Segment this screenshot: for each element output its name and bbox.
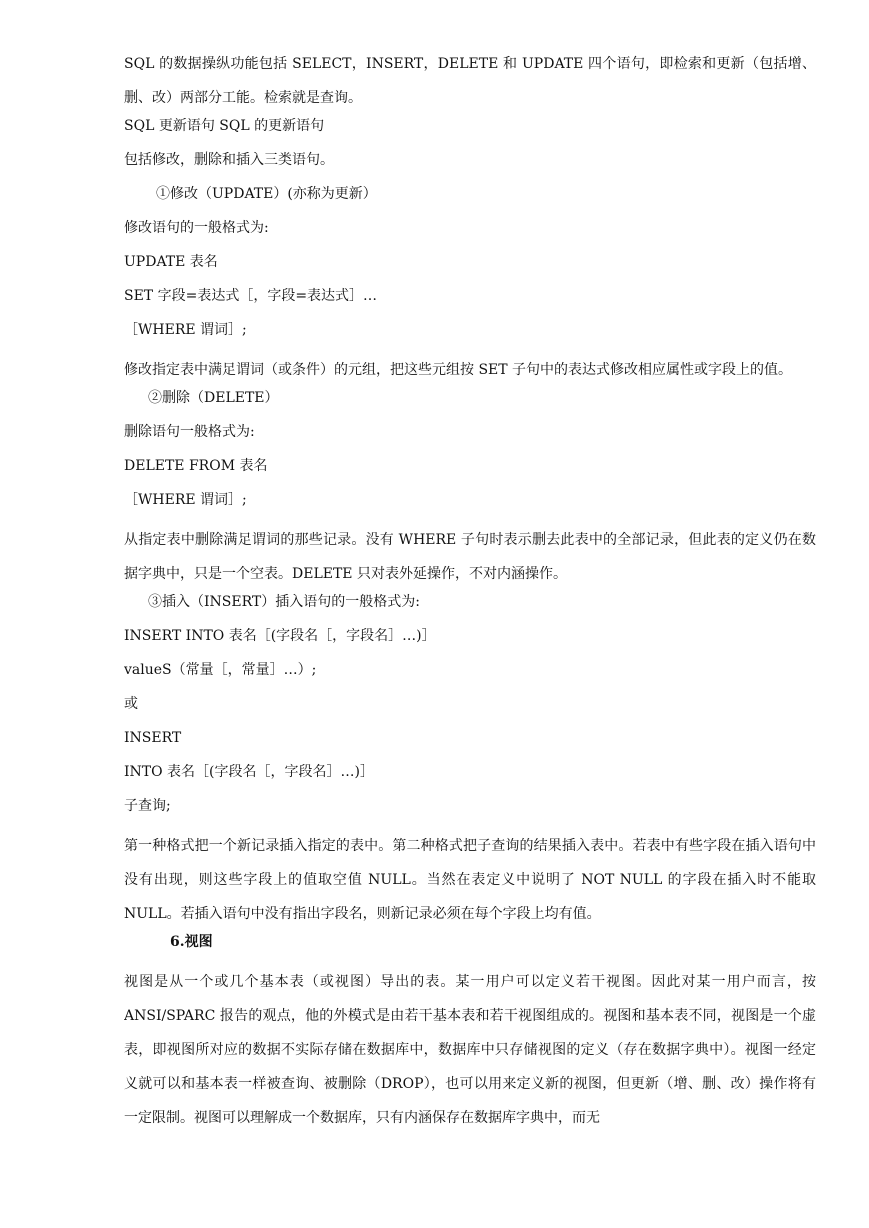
document-page xyxy=(124,47,816,1135)
code-update-where: ［WHERE 谓词］; xyxy=(124,322,247,338)
paragraph-update-statements-heading: SQL 更新语句 SQL 的更新语句 xyxy=(124,118,325,134)
paragraph-insert-description: 第一种格式把一个新记录插入指定的表中。第二种格式把子查询的结果插入表中。若表中有些字段在插入语句中没有出现，则这些字段上的值取空值 NULL。当然在表定义中说明了 NOT NULL 的字段在插入时不能取 NULL。若插入语句中没有指出字段名，则新记录必须在每个字段上均有值。 xyxy=(124,838,816,922)
paragraph-update-format-label: 修改语句的一般格式为: xyxy=(124,220,269,236)
paragraph-delete-description: 从指定表中删除满足谓词的那些记录。没有 WHERE 子句时表示删去此表中的全部记录，但此表的定义仍在数据字典中，只是一个空表。DELETE 只对表外延操作，不对内涵操作。 xyxy=(124,532,816,582)
paragraph-or: 或 xyxy=(124,696,138,712)
paragraph-delete-format-label: 删除语句一般格式为: xyxy=(124,424,255,440)
code-delete-from: DELETE FROM 表名 xyxy=(124,458,268,474)
subheading-delete: ②删除（DELETE） xyxy=(148,390,279,406)
code-update-table: UPDATE 表名 xyxy=(124,254,218,270)
section-heading-views: 6.视图 xyxy=(170,934,213,950)
code-insert-into: INSERT INTO 表名［(字段名［，字段名］…)］ xyxy=(124,628,436,644)
subheading-update: ①修改（UPDATE）(亦称为更新） xyxy=(156,186,377,202)
paragraph-three-statements: 包括修改，删除和插入三类语句。 xyxy=(124,152,334,168)
code-insert-into-fields: INTO 表名［(字段名［，字段名］…)］ xyxy=(124,764,374,780)
paragraph-views-description: 视图是从一个或几个基本表（或视图）导出的表。某一用户可以定义若干视图。因此对某一用户而言，按 ANSI/SPARC 报告的观点，他的外模式是由若干基本表和若干视图组成的。视图和基本表不同，视图是一个虚表，即视图所对应的数据不实际存储在数据库中，数据库中只存储视图的定义（存在数据字典中）。视图一经定义就可以和基本表一样被查询、被删除（DROP），也可以用来定义新的视图，但更新（增、删、改）操作将有一定限制。视图可以理解成一个数据库，只有内涵保存在数据库字典中，而无 xyxy=(124,974,816,1126)
paragraph-update-description: 修改指定表中满足谓词（或条件）的元组，把这些元组按 SET 子句中的表达式修改相应属性或字段上的值。 xyxy=(124,362,793,378)
code-delete-where: ［WHERE 谓词］; xyxy=(124,492,247,508)
subheading-insert: ③插入（INSERT）插入语句的一般格式为: xyxy=(148,594,420,610)
code-update-set: SET 字段=表达式［，字段=表达式］… xyxy=(124,288,378,304)
code-insert-subquery: 子查询; xyxy=(124,798,171,814)
code-insert-values: valueS（常量［，常量］…）; xyxy=(124,662,317,678)
paragraph-sql-dml-intro: SQL 的数据操纵功能包括 SELECT，INSERT，DELETE 和 UPDATE 四个语句，即检索和更新（包括增、删、改）两部分工能。检索就是查询。 xyxy=(124,56,816,106)
code-insert-keyword: INSERT xyxy=(124,730,182,746)
